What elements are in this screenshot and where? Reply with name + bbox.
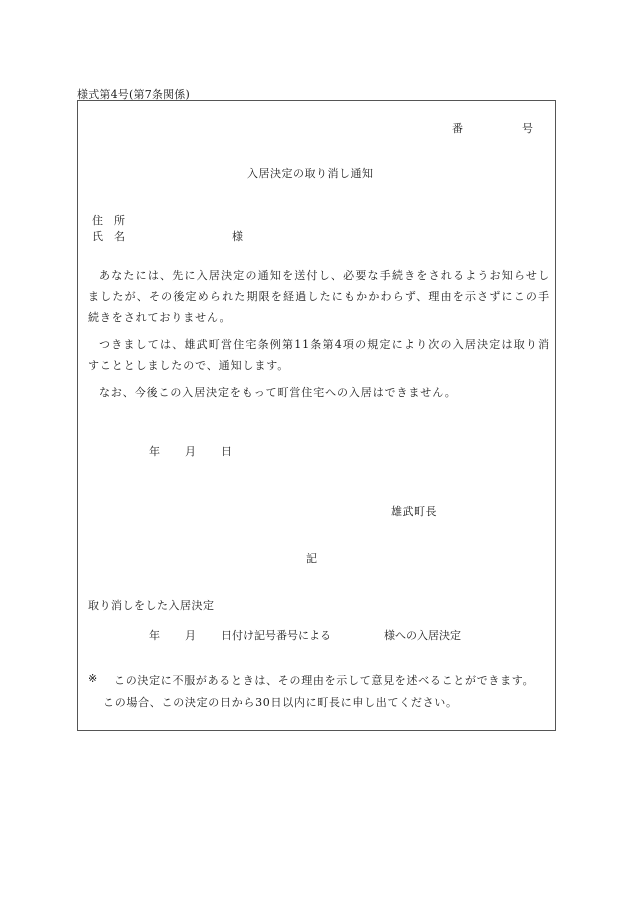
body-paragraph-3: なお、今後この入居決定をもって町営住宅への入居はできません。 bbox=[99, 386, 457, 399]
cancelled-month: 月 bbox=[185, 629, 196, 642]
cancelled-decision-text: 様への入居決定 bbox=[384, 629, 461, 642]
form-number-label: 様式第4号(第7条関係) bbox=[77, 88, 190, 101]
number-go-label: 号 bbox=[522, 122, 533, 135]
honorific-sama: 様 bbox=[232, 230, 243, 243]
note-line-2: この場合、この決定の日から30日以内に町長に申し出てください。 bbox=[103, 696, 458, 709]
cancelled-year: 年 bbox=[149, 629, 160, 642]
date-month: 月 bbox=[185, 445, 196, 458]
body-paragraph-1: あなたには、先に入居決定の通知を送付し、必要な手続きをされるようお知らせしましたが、その後定められた期限を経過したにもかかわらず、理由を示さずにこの手続きをされておりません。 bbox=[88, 269, 550, 324]
cancelled-day-text: 日付け記号番号による bbox=[221, 629, 331, 642]
body-paragraph-2: つきましては、雄武町営住宅条例第11条第4項の規定により次の入居決定は取り消すこととしましたので、通知します。 bbox=[88, 338, 550, 372]
date-year: 年 bbox=[149, 445, 160, 458]
note-mark: ※ bbox=[88, 672, 98, 685]
address-label: 住 所 bbox=[92, 214, 125, 227]
document-title: 入居決定の取り消し通知 bbox=[247, 167, 374, 180]
note-line-1: この決定に不服があるときは、その理由を示して意見を述べることができます。 bbox=[114, 674, 535, 687]
date-day: 日 bbox=[221, 445, 232, 458]
ki-label: 記 bbox=[306, 552, 317, 565]
sender-mayor: 雄武町長 bbox=[391, 505, 437, 518]
cancelled-decision-heading: 取り消しをした入居決定 bbox=[88, 599, 215, 612]
number-ban-label: 番 bbox=[452, 122, 463, 135]
name-label: 氏 名 bbox=[92, 230, 125, 243]
notice-frame bbox=[77, 100, 556, 731]
